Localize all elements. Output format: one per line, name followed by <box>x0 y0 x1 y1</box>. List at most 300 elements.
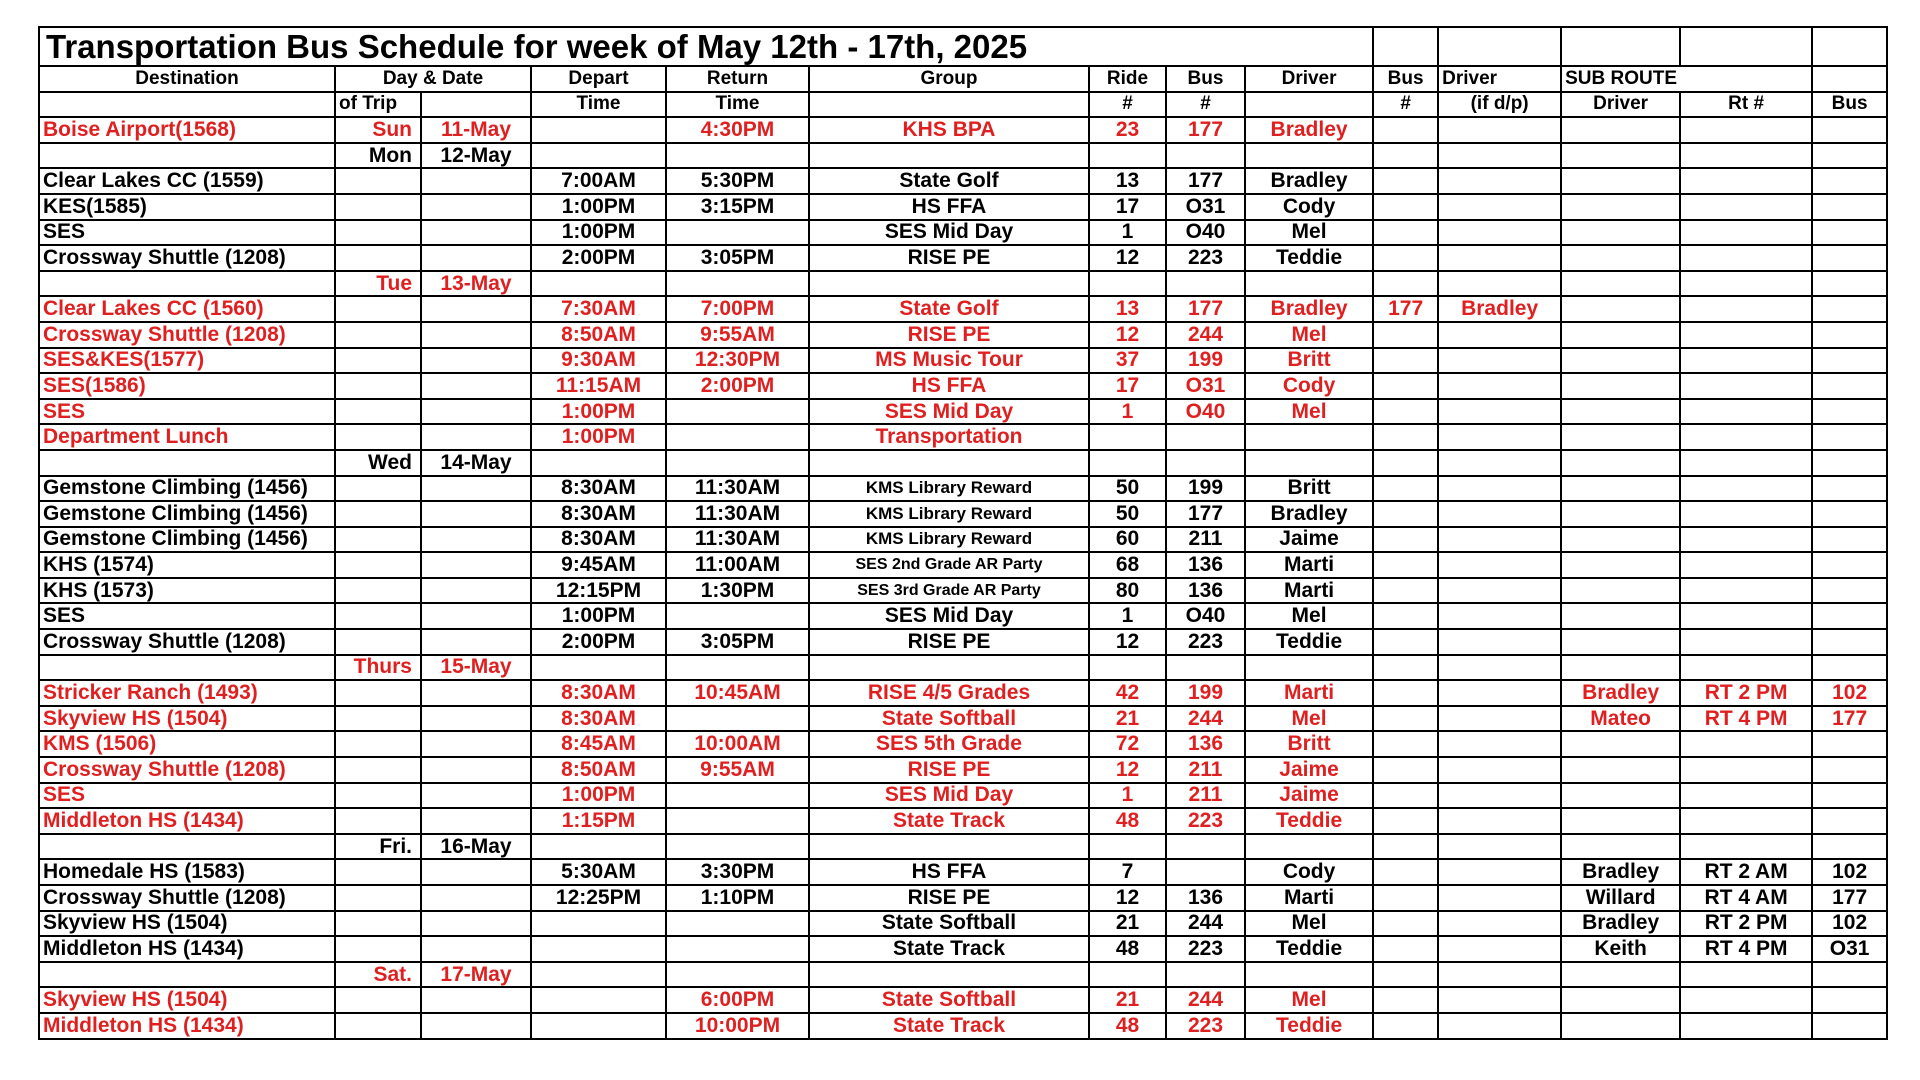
ride-count-cell: 13 <box>1089 168 1166 194</box>
day-cell <box>335 168 421 194</box>
return-time-cell: 1:10PM <box>666 885 809 911</box>
sub-bus-cell <box>1812 322 1887 348</box>
sub-bus-cell <box>1812 194 1887 220</box>
group-cell <box>809 143 1089 169</box>
depart-time-cell: 8:30AM <box>531 706 666 732</box>
header-driver: Driver <box>1245 66 1373 92</box>
schedule-row <box>39 220 1887 246</box>
bus-2-number-cell <box>1373 322 1438 348</box>
day-header-row <box>39 450 1887 476</box>
header-ride-number: # <box>1089 92 1166 118</box>
bus-number-cell: 136 <box>1166 731 1245 757</box>
driver-2-cell <box>1438 117 1561 143</box>
destination-cell: Crossway Shuttle (1208) <box>39 322 335 348</box>
driver-cell: Marti <box>1245 552 1373 578</box>
schedule-row <box>39 399 1887 425</box>
sub-driver-cell: Keith <box>1561 936 1680 962</box>
day-header-row <box>39 271 1887 297</box>
sub-bus-cell <box>1812 245 1887 271</box>
ride-count-cell: 12 <box>1089 629 1166 655</box>
return-time-cell <box>666 399 809 425</box>
empty-cell <box>1245 92 1373 118</box>
destination-cell: KHS (1573) <box>39 578 335 604</box>
depart-time-cell <box>531 117 666 143</box>
driver-cell: Mel <box>1245 322 1373 348</box>
depart-time-cell: 1:00PM <box>531 194 666 220</box>
sub-driver-cell <box>1561 399 1680 425</box>
bus-2-number-cell <box>1373 834 1438 860</box>
destination-cell: SES <box>39 220 335 246</box>
depart-time-cell: 12:25PM <box>531 885 666 911</box>
sub-bus-cell <box>1812 450 1887 476</box>
driver-cell: Teddie <box>1245 936 1373 962</box>
driver-2-cell <box>1438 834 1561 860</box>
sub-bus-cell <box>1812 578 1887 604</box>
bus-2-number-cell <box>1373 245 1438 271</box>
sub-driver-cell <box>1561 783 1680 809</box>
destination-cell: Clear Lakes CC (1559) <box>39 168 335 194</box>
bus-number-cell: 177 <box>1166 501 1245 527</box>
schedule-row <box>39 1013 1887 1039</box>
sub-bus-cell <box>1812 783 1887 809</box>
date-cell <box>421 1013 531 1039</box>
header-sub-driver: Driver <box>1561 92 1680 118</box>
date-cell: 17-May <box>421 962 531 988</box>
bus-2-number-cell <box>1373 271 1438 297</box>
destination-cell: Gemstone Climbing (1456) <box>39 501 335 527</box>
day-cell <box>335 373 421 399</box>
destination-cell: Stricker Ranch (1493) <box>39 680 335 706</box>
ride-count-cell: 12 <box>1089 322 1166 348</box>
driver-cell: Teddie <box>1245 245 1373 271</box>
return-time-cell: 11:30AM <box>666 501 809 527</box>
schedule-row <box>39 911 1887 937</box>
schedule-row <box>39 424 1887 450</box>
return-time-cell: 9:55AM <box>666 757 809 783</box>
date-cell <box>421 783 531 809</box>
depart-time-cell: 8:50AM <box>531 757 666 783</box>
ride-count-cell: 68 <box>1089 552 1166 578</box>
sub-route-cell <box>1680 783 1812 809</box>
bus-number-cell: 223 <box>1166 245 1245 271</box>
ride-count-cell: 13 <box>1089 296 1166 322</box>
date-cell <box>421 399 531 425</box>
ride-count-cell: 37 <box>1089 348 1166 374</box>
schedule-row <box>39 629 1887 655</box>
bus-2-number-cell <box>1373 885 1438 911</box>
destination-cell: Crossway Shuttle (1208) <box>39 885 335 911</box>
date-cell <box>421 987 531 1013</box>
group-cell: KMS Library Reward <box>809 476 1089 502</box>
bus-number-cell: 244 <box>1166 911 1245 937</box>
group-cell: SES Mid Day <box>809 603 1089 629</box>
bus-number-cell: 223 <box>1166 629 1245 655</box>
bus-2-number-cell <box>1373 527 1438 553</box>
empty-cell <box>809 92 1089 118</box>
bus-2-number-cell <box>1373 348 1438 374</box>
sub-bus-cell: 102 <box>1812 911 1887 937</box>
date-cell: 12-May <box>421 143 531 169</box>
ride-count-cell: 17 <box>1089 373 1166 399</box>
group-cell: HS FFA <box>809 373 1089 399</box>
return-time-cell: 3:05PM <box>666 245 809 271</box>
sub-driver-cell <box>1561 424 1680 450</box>
day-cell <box>335 527 421 553</box>
day-cell: Sun <box>335 117 421 143</box>
bus-number-cell <box>1166 859 1245 885</box>
day-cell: Wed <box>335 450 421 476</box>
return-time-cell: 11:30AM <box>666 476 809 502</box>
driver-2-cell <box>1438 322 1561 348</box>
driver-2-cell <box>1438 962 1561 988</box>
driver-cell: Mel <box>1245 220 1373 246</box>
driver-2-cell <box>1438 757 1561 783</box>
bus-number-cell <box>1166 655 1245 681</box>
day-cell <box>335 220 421 246</box>
depart-time-cell: 5:30AM <box>531 859 666 885</box>
destination-cell: Middleton HS (1434) <box>39 808 335 834</box>
sub-bus-cell <box>1812 987 1887 1013</box>
bus-number-cell <box>1166 143 1245 169</box>
sub-route-cell <box>1680 271 1812 297</box>
date-cell: 14-May <box>421 450 531 476</box>
sub-driver-cell <box>1561 757 1680 783</box>
depart-time-cell <box>531 962 666 988</box>
bus-2-number-cell <box>1373 143 1438 169</box>
sub-route-cell <box>1680 424 1812 450</box>
group-cell <box>809 962 1089 988</box>
driver-2-cell <box>1438 501 1561 527</box>
header-sub-bus: Bus <box>1812 92 1887 118</box>
driver-2-cell: Bradley <box>1438 296 1561 322</box>
return-time-cell: 11:00AM <box>666 552 809 578</box>
sub-route-cell <box>1680 962 1812 988</box>
depart-time-cell: 1:00PM <box>531 603 666 629</box>
sub-bus-cell <box>1812 424 1887 450</box>
return-time-cell <box>666 450 809 476</box>
ride-count-cell: 1 <box>1089 603 1166 629</box>
destination-cell: Gemstone Climbing (1456) <box>39 476 335 502</box>
destination-cell: Department Lunch <box>39 424 335 450</box>
ride-count-cell: 21 <box>1089 706 1166 732</box>
day-cell <box>335 1013 421 1039</box>
driver-2-cell <box>1438 783 1561 809</box>
sub-driver-cell <box>1561 603 1680 629</box>
driver-2-cell <box>1438 885 1561 911</box>
day-header-row <box>39 143 1887 169</box>
group-cell: HS FFA <box>809 194 1089 220</box>
group-cell: Transportation <box>809 424 1089 450</box>
depart-time-cell: 11:15AM <box>531 373 666 399</box>
empty-cell <box>1812 66 1887 92</box>
header-depart-time: Time <box>531 92 666 118</box>
day-cell <box>335 424 421 450</box>
sub-bus-cell <box>1812 655 1887 681</box>
return-time-cell <box>666 271 809 297</box>
destination-cell: Crossway Shuttle (1208) <box>39 757 335 783</box>
return-time-cell: 9:55AM <box>666 322 809 348</box>
date-cell <box>421 527 531 553</box>
ride-count-cell: 1 <box>1089 399 1166 425</box>
driver-2-cell <box>1438 731 1561 757</box>
ride-count-cell: 7 <box>1089 859 1166 885</box>
bus-number-cell: O40 <box>1166 220 1245 246</box>
date-cell <box>421 296 531 322</box>
sub-driver-cell <box>1561 322 1680 348</box>
sub-route-cell <box>1680 322 1812 348</box>
bus-number-cell: 199 <box>1166 476 1245 502</box>
date-cell <box>421 476 531 502</box>
return-time-cell <box>666 834 809 860</box>
destination-cell: Middleton HS (1434) <box>39 936 335 962</box>
return-time-cell: 3:15PM <box>666 194 809 220</box>
header-bus-number: # <box>1166 92 1245 118</box>
header-bus-2-number: # <box>1373 92 1438 118</box>
return-time-cell <box>666 936 809 962</box>
destination-cell: Skyview HS (1504) <box>39 911 335 937</box>
schedule-row <box>39 706 1887 732</box>
return-time-cell: 1:30PM <box>666 578 809 604</box>
driver-2-cell <box>1438 348 1561 374</box>
sub-route-cell <box>1680 527 1812 553</box>
driver-2-cell <box>1438 603 1561 629</box>
destination-cell <box>39 962 335 988</box>
date-cell <box>421 501 531 527</box>
day-header-row <box>39 655 1887 681</box>
sub-bus-cell <box>1812 731 1887 757</box>
bus-2-number-cell <box>1373 936 1438 962</box>
sub-bus-cell <box>1812 501 1887 527</box>
driver-2-cell <box>1438 424 1561 450</box>
driver-cell: Bradley <box>1245 117 1373 143</box>
return-time-cell <box>666 603 809 629</box>
sub-route-cell: RT 4 PM <box>1680 706 1812 732</box>
driver-2-cell <box>1438 220 1561 246</box>
sub-driver-cell <box>1561 296 1680 322</box>
driver-cell: Bradley <box>1245 168 1373 194</box>
group-cell: RISE PE <box>809 245 1089 271</box>
ride-count-cell: 21 <box>1089 987 1166 1013</box>
depart-time-cell: 8:45AM <box>531 731 666 757</box>
driver-2-cell <box>1438 578 1561 604</box>
bus-number-cell: O40 <box>1166 399 1245 425</box>
bus-number-cell: 136 <box>1166 552 1245 578</box>
day-cell <box>335 501 421 527</box>
sub-route-cell <box>1680 578 1812 604</box>
bus-number-cell: 244 <box>1166 706 1245 732</box>
driver-2-cell <box>1438 1013 1561 1039</box>
ride-count-cell <box>1089 271 1166 297</box>
driver-cell <box>1245 424 1373 450</box>
day-cell <box>335 194 421 220</box>
schedule-row <box>39 168 1887 194</box>
driver-2-cell <box>1438 629 1561 655</box>
return-time-cell <box>666 783 809 809</box>
header-row-2 <box>39 92 1887 118</box>
group-cell: RISE 4/5 Grades <box>809 680 1089 706</box>
bus-2-number-cell <box>1373 1013 1438 1039</box>
bus-number-cell: 211 <box>1166 757 1245 783</box>
return-time-cell <box>666 655 809 681</box>
header-depart: Depart <box>531 66 666 92</box>
return-time-cell <box>666 911 809 937</box>
header-return: Return <box>666 66 809 92</box>
header-driver-2: Driver <box>1438 66 1561 92</box>
day-cell <box>335 987 421 1013</box>
depart-time-cell: 1:00PM <box>531 399 666 425</box>
day-cell <box>335 296 421 322</box>
ride-count-cell: 48 <box>1089 1013 1166 1039</box>
schedule-row <box>39 757 1887 783</box>
bus-2-number-cell <box>1373 808 1438 834</box>
bus-2-number-cell <box>1373 501 1438 527</box>
destination-cell: KMS (1506) <box>39 731 335 757</box>
day-cell <box>335 859 421 885</box>
return-time-cell: 7:00PM <box>666 296 809 322</box>
destination-cell: Skyview HS (1504) <box>39 987 335 1013</box>
sub-driver-cell <box>1561 655 1680 681</box>
bus-number-cell: 244 <box>1166 322 1245 348</box>
schedule-row <box>39 603 1887 629</box>
day-cell <box>335 757 421 783</box>
sub-route-cell <box>1680 194 1812 220</box>
driver-2-cell <box>1438 987 1561 1013</box>
bus-2-number-cell <box>1373 629 1438 655</box>
group-cell: HS FFA <box>809 859 1089 885</box>
driver-cell: Mel <box>1245 987 1373 1013</box>
driver-cell: Teddie <box>1245 1013 1373 1039</box>
driver-cell: Mel <box>1245 603 1373 629</box>
sub-driver-cell <box>1561 1013 1680 1039</box>
sub-route-cell <box>1680 731 1812 757</box>
sub-route-cell <box>1680 220 1812 246</box>
header-sub-rt: Rt # <box>1680 92 1812 118</box>
date-cell: 11-May <box>421 117 531 143</box>
depart-time-cell: 7:30AM <box>531 296 666 322</box>
depart-time-cell <box>531 655 666 681</box>
return-time-cell: 10:45AM <box>666 680 809 706</box>
empty-cell <box>1373 27 1438 66</box>
driver-cell: Bradley <box>1245 501 1373 527</box>
schedule-row <box>39 987 1887 1013</box>
sub-route-cell <box>1680 629 1812 655</box>
driver-2-cell <box>1438 680 1561 706</box>
empty-cell <box>1438 27 1561 66</box>
date-cell <box>421 911 531 937</box>
driver-cell: Teddie <box>1245 629 1373 655</box>
driver-cell: Marti <box>1245 680 1373 706</box>
ride-count-cell <box>1089 655 1166 681</box>
driver-cell: Britt <box>1245 348 1373 374</box>
sub-driver-cell: Bradley <box>1561 859 1680 885</box>
group-cell: State Track <box>809 808 1089 834</box>
group-cell <box>809 655 1089 681</box>
bus-2-number-cell <box>1373 117 1438 143</box>
day-cell: Thurs <box>335 655 421 681</box>
empty-cell <box>1561 27 1680 66</box>
driver-cell <box>1245 962 1373 988</box>
bus-number-cell: 177 <box>1166 168 1245 194</box>
depart-time-cell: 8:50AM <box>531 322 666 348</box>
date-cell <box>421 731 531 757</box>
ride-count-cell: 48 <box>1089 808 1166 834</box>
ride-count-cell: 21 <box>1089 911 1166 937</box>
header-return-time: Time <box>666 92 809 118</box>
sub-route-cell: RT 4 PM <box>1680 936 1812 962</box>
date-cell <box>421 680 531 706</box>
day-cell <box>335 245 421 271</box>
driver-cell: Mel <box>1245 911 1373 937</box>
date-cell <box>421 706 531 732</box>
bus-2-number-cell <box>1373 168 1438 194</box>
destination-cell: Middleton HS (1434) <box>39 1013 335 1039</box>
bus-number-cell: 223 <box>1166 808 1245 834</box>
day-cell <box>335 783 421 809</box>
driver-2-cell <box>1438 936 1561 962</box>
schedule-row <box>39 552 1887 578</box>
day-cell <box>335 322 421 348</box>
date-cell <box>421 220 531 246</box>
ride-count-cell: 42 <box>1089 680 1166 706</box>
bus-number-cell: O31 <box>1166 373 1245 399</box>
day-cell: Tue <box>335 271 421 297</box>
sub-bus-cell <box>1812 117 1887 143</box>
ride-count-cell <box>1089 143 1166 169</box>
day-cell <box>335 706 421 732</box>
group-cell: RISE PE <box>809 322 1089 348</box>
schedule-row <box>39 783 1887 809</box>
sub-bus-cell <box>1812 808 1887 834</box>
day-header-row <box>39 962 1887 988</box>
sub-route-cell <box>1680 603 1812 629</box>
sub-driver-cell <box>1561 501 1680 527</box>
return-time-cell: 3:30PM <box>666 859 809 885</box>
bus-2-number-cell <box>1373 680 1438 706</box>
destination-cell: SES <box>39 399 335 425</box>
sub-route-cell <box>1680 399 1812 425</box>
bus-2-number-cell <box>1373 911 1438 937</box>
bus-2-number-cell <box>1373 476 1438 502</box>
schedule-row <box>39 476 1887 502</box>
header-bus: Bus <box>1166 66 1245 92</box>
destination-cell: SES <box>39 783 335 809</box>
driver-cell: Bradley <box>1245 296 1373 322</box>
driver-cell: Britt <box>1245 476 1373 502</box>
depart-time-cell: 1:00PM <box>531 783 666 809</box>
bus-schedule-table <box>38 26 1888 1040</box>
date-cell <box>421 936 531 962</box>
return-time-cell: 10:00AM <box>666 731 809 757</box>
driver-cell: Cody <box>1245 194 1373 220</box>
driver-2-cell <box>1438 245 1561 271</box>
empty-cell <box>39 92 335 118</box>
sub-bus-cell <box>1812 527 1887 553</box>
destination-cell <box>39 143 335 169</box>
ride-count-cell <box>1089 450 1166 476</box>
sub-driver-cell <box>1561 450 1680 476</box>
bus-2-number-cell <box>1373 450 1438 476</box>
return-time-cell <box>666 706 809 732</box>
group-cell: RISE PE <box>809 757 1089 783</box>
bus-2-number-cell <box>1373 987 1438 1013</box>
driver-2-cell <box>1438 373 1561 399</box>
sub-bus-cell <box>1812 476 1887 502</box>
bus-2-number-cell <box>1373 655 1438 681</box>
date-cell <box>421 757 531 783</box>
date-cell <box>421 168 531 194</box>
ride-count-cell: 12 <box>1089 245 1166 271</box>
day-cell <box>335 936 421 962</box>
